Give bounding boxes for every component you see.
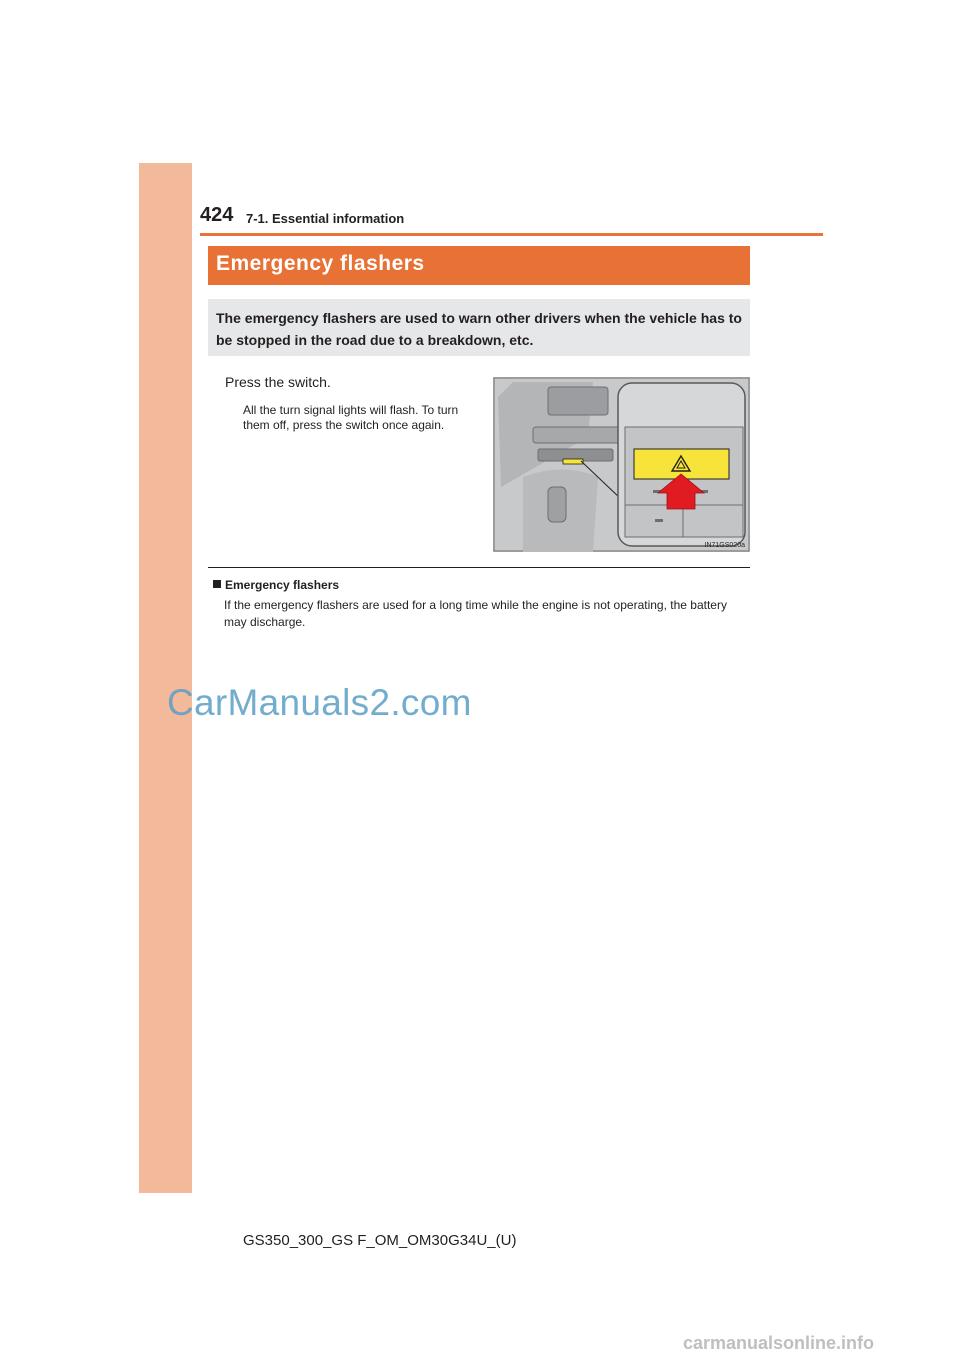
note-title [213, 578, 339, 592]
square-bullet-icon [213, 580, 221, 588]
side-tab [139, 163, 192, 1193]
divider [208, 567, 750, 568]
figure-code: IN71GS020a [704, 542, 745, 549]
running-head: 7-1. Essential information [246, 211, 405, 226]
section-title-bar [208, 246, 750, 285]
watermark: CarManuals2.com [167, 682, 472, 723]
header-rule [200, 233, 823, 236]
note-body: If the emergency flashers are used for a long time while the engine is not operating, the battery may discharge. [224, 598, 727, 629]
section-title: Emergency flashers [216, 252, 425, 275]
bottom-watermark: carmanualsonline.info [683, 1333, 875, 1353]
note-title-text: Emergency flashers [225, 578, 340, 592]
dashboard-illustration [493, 377, 750, 552]
step-instruction: Press the switch. [225, 374, 331, 390]
step-description: All the turn signal lights will flash. To turn them off, press the switch once again. [243, 403, 459, 432]
footer-text: GS350_300_GS F_OM_OM30G34U_(U) [243, 1232, 517, 1249]
intro-text: The emergency flashers are used to warn other drivers when the vehicle has to be stopped in the road due to a breakdown, etc. [216, 310, 742, 348]
page-number: 424 [200, 204, 234, 226]
intro-box [208, 299, 750, 356]
